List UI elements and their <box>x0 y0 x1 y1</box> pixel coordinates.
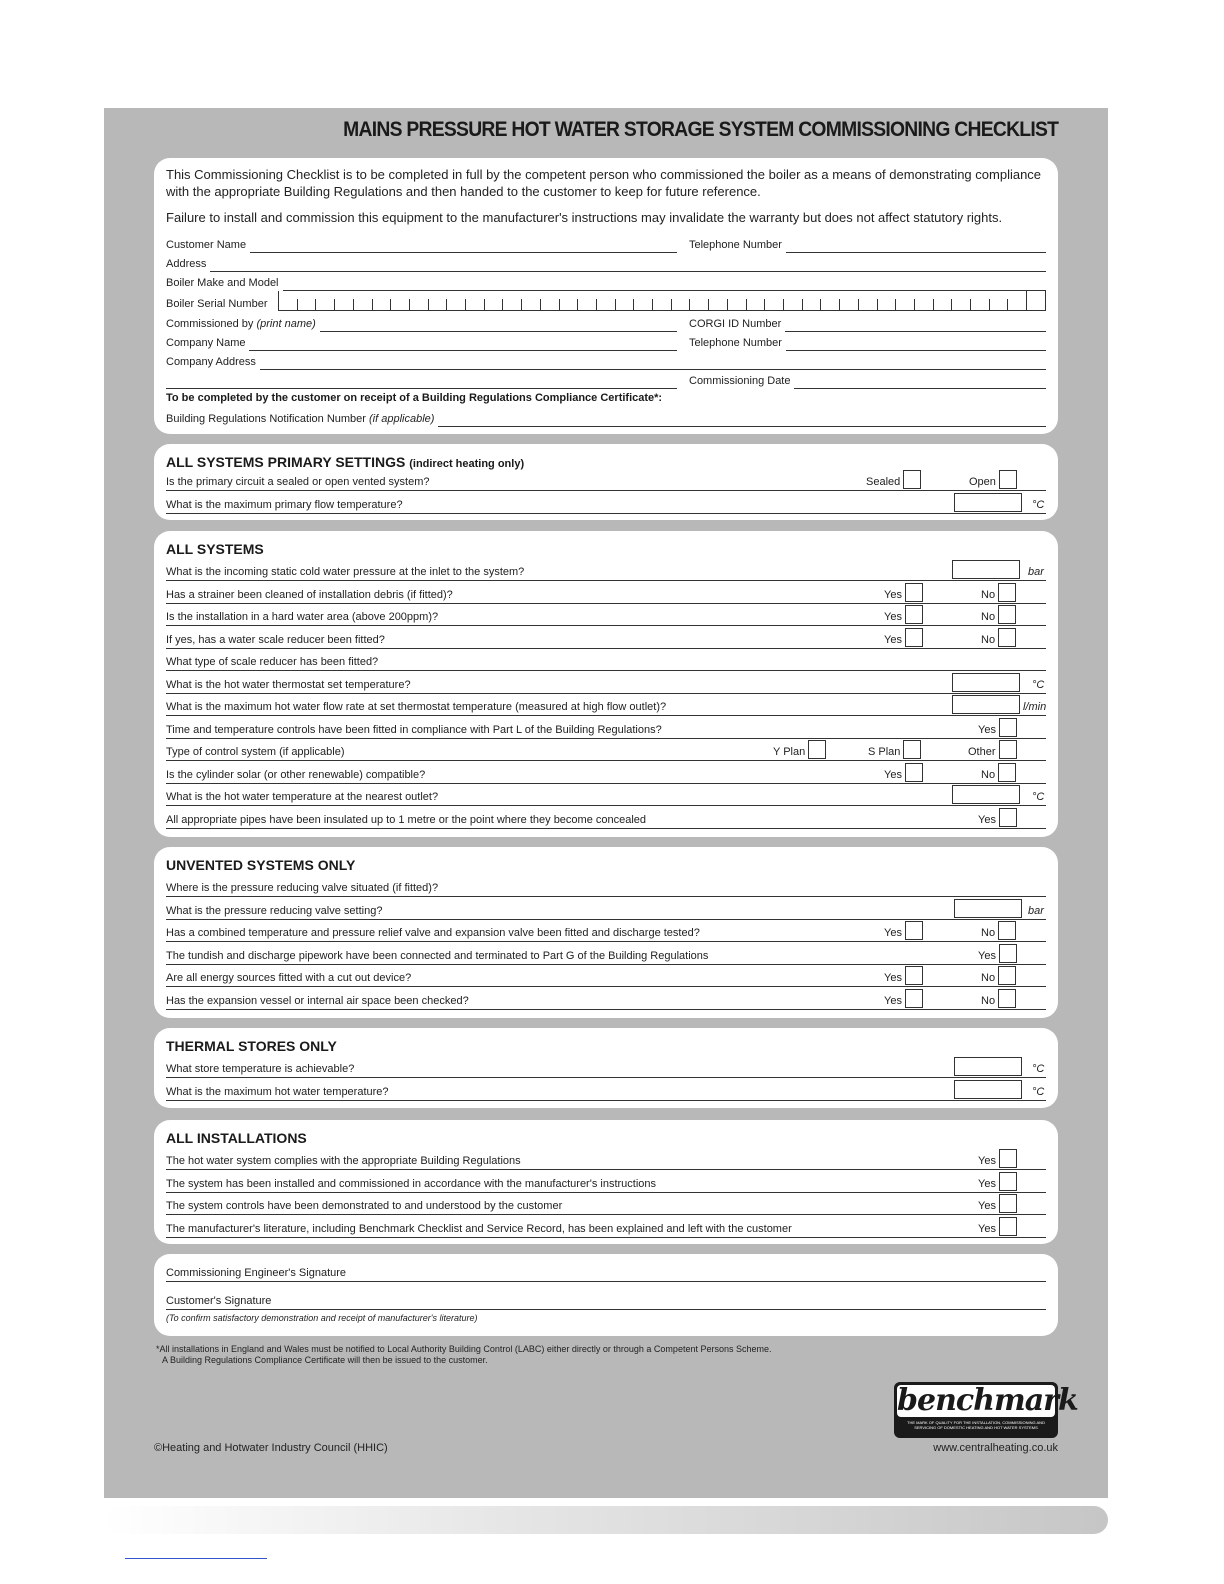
expansion-vessel-row <box>166 988 1046 1010</box>
tundish-row <box>166 943 1046 965</box>
prv-location-question: Where is the pressure reducing valve situated (if fitted)? <box>166 882 439 894</box>
customer-name-field[interactable] <box>166 234 677 253</box>
tundish-question: The tundish and discharge pipework have been connected and terminated to Part G of the Building Regulations <box>166 950 709 962</box>
hard-water-no-label: No <box>981 611 996 623</box>
cut-out-row <box>166 965 1046 987</box>
control-system-question: Type of control system (if applicable) <box>166 746 345 758</box>
signatures-panel <box>154 1254 1058 1336</box>
expansion-vessel-no-label: No <box>981 995 996 1007</box>
serial-digit-cell[interactable] <box>970 299 989 311</box>
relief-valve-no-checkbox[interactable] <box>998 921 1016 940</box>
company-address-line-2[interactable] <box>166 370 677 389</box>
footnote-line-2: A Building Regulations Compliance Certificate will then be issued to the customer. <box>162 1355 488 1365</box>
nearest-outlet-temp-unit: °C <box>1032 791 1045 803</box>
serial-digit-cell[interactable] <box>1026 291 1046 311</box>
serial-digit-cell[interactable] <box>727 299 746 311</box>
primary-settings-subtitle: (indirect heating only) <box>409 458 525 470</box>
serial-digit-cell[interactable] <box>708 299 727 311</box>
flow-rate-row <box>166 694 1046 716</box>
customer-signature-field[interactable] <box>166 1288 1046 1310</box>
pipes-insulated-question: All appropriate pipes have been insulated up to 1 metre or the point where they become concealed <box>166 814 647 826</box>
engineer-signature-label: Commissioning Engineer's Signature <box>166 1267 347 1279</box>
strainer-no-checkbox[interactable] <box>998 583 1016 602</box>
checklist-sheet <box>104 108 1108 1498</box>
store-temp-input[interactable] <box>954 1057 1022 1076</box>
address-field[interactable] <box>166 253 1046 272</box>
open-label: Open <box>969 476 996 488</box>
solar-no-label: No <box>981 769 996 781</box>
demonstrated-yes-checkbox[interactable] <box>999 1194 1017 1213</box>
prv-location-row[interactable] <box>166 875 1046 897</box>
open-checkbox[interactable] <box>999 470 1017 489</box>
demonstrated-yes-label: Yes <box>978 1200 996 1212</box>
serial-digit-cell[interactable] <box>746 299 765 311</box>
cut-out-no-checkbox[interactable] <box>998 966 1016 985</box>
store-temp-row <box>166 1056 1046 1078</box>
boiler-make-model-field[interactable] <box>166 272 1046 291</box>
serial-digit-cell[interactable] <box>1007 299 1026 311</box>
store-temp-question: What store temperature is achievable? <box>166 1063 355 1075</box>
relief-valve-no-label: No <box>981 927 996 939</box>
copyright-text: ©Heating and Hotwater Industry Council (HHIC) <box>154 1442 388 1454</box>
serial-digit-cell[interactable] <box>989 299 1008 311</box>
serial-digit-cell[interactable] <box>820 299 839 311</box>
company-name-label: Company Name <box>166 337 246 349</box>
solar-yes-label: Yes <box>884 769 902 781</box>
other-checkbox[interactable] <box>999 740 1017 759</box>
hard-water-no-checkbox[interactable] <box>998 605 1016 624</box>
website-link[interactable]: www.centralheating.co.uk <box>933 1442 1058 1454</box>
serial-digit-cell[interactable] <box>764 299 783 311</box>
company-telephone-field[interactable] <box>689 332 1046 351</box>
primary-circuit-question: Is the primary circuit a sealed or open vented system? <box>166 476 430 488</box>
literature-yes-label: Yes <box>978 1223 996 1235</box>
flow-rate-question: What is the maximum hot water flow rate at set thermostat temperature (measured at high flow outlet)? <box>166 701 667 713</box>
controls-demonstrated-row <box>166 1193 1046 1215</box>
serial-digit-cell[interactable] <box>409 299 428 311</box>
boiler-serial-label: Boiler Serial Number <box>166 298 268 310</box>
scale-reducer-no-label: No <box>981 634 996 646</box>
serial-digit-cell[interactable] <box>671 299 690 311</box>
complies-yes-checkbox[interactable] <box>999 1149 1017 1168</box>
boiler-serial-label-row <box>166 293 286 312</box>
serial-digit-cell[interactable] <box>895 299 914 311</box>
controls-part-l-question: Time and temperature controls have been fitted in compliance with Part L of the Building Regulations? <box>166 724 662 736</box>
serial-digit-cell[interactable] <box>914 299 933 311</box>
thermostat-temp-input[interactable] <box>952 673 1020 692</box>
solar-yes-checkbox[interactable] <box>905 763 923 782</box>
sealed-checkbox[interactable] <box>903 470 921 489</box>
primary-flow-temp-input[interactable] <box>954 493 1022 512</box>
all-systems-title: ALL SYSTEMS <box>166 541 264 557</box>
flow-rate-input[interactable] <box>952 695 1020 714</box>
controls-part-l-yes-checkbox[interactable] <box>999 718 1017 737</box>
primary-flow-temp-unit: °C <box>1032 499 1045 511</box>
relief-valve-row <box>166 920 1046 942</box>
serial-digit-cell[interactable] <box>559 299 578 311</box>
thermal-stores-title: THERMAL STORES ONLY <box>166 1038 337 1054</box>
serial-digit-cell[interactable] <box>446 299 465 311</box>
controls-part-l-row <box>166 717 1046 739</box>
s-plan-label: S Plan <box>868 746 901 758</box>
notification-number-label: Building Regulations Notification Number (if applicable) <box>166 413 435 425</box>
pipes-insulated-yes-label: Yes <box>978 814 996 826</box>
scale-reducer-type-row[interactable] <box>166 649 1046 671</box>
serial-digit-cell[interactable] <box>278 291 297 311</box>
primary-flow-temp-question: What is the maximum primary flow temperature? <box>166 499 403 511</box>
unvented-title: UNVENTED SYSTEMS ONLY <box>166 857 356 873</box>
cut-out-yes-label: Yes <box>884 972 902 984</box>
company-name-field[interactable] <box>166 332 677 351</box>
expansion-vessel-no-checkbox[interactable] <box>998 989 1016 1008</box>
all-installations-panel <box>154 1120 1058 1244</box>
serial-digit-cell[interactable] <box>297 299 316 311</box>
strainer-no-label: No <box>981 589 996 601</box>
prv-setting-unit: bar <box>1028 905 1044 917</box>
bottom-gradient-bar <box>104 1506 1108 1534</box>
page-title: MAINS PRESSURE HOT WATER STORAGE SYSTEM COMMISSIONING CHECKLIST <box>342 118 1058 141</box>
serial-digit-cell[interactable] <box>390 299 409 311</box>
flow-rate-unit: l/min <box>1023 701 1047 713</box>
relief-valve-question: Has a combined temperature and pressure relief valve and expansion valve been fitted and discharge tested? <box>166 927 700 939</box>
serial-digit-cell[interactable] <box>689 299 708 311</box>
details-panel <box>154 158 1058 434</box>
serial-digit-cell[interactable] <box>521 299 540 311</box>
relief-valve-yes-label: Yes <box>884 927 902 939</box>
expansion-vessel-yes-label: Yes <box>884 995 902 1007</box>
strainer-yes-label: Yes <box>884 589 902 601</box>
scale-reducer-row <box>166 627 1046 649</box>
signature-note: (To confirm satisfactory demonstration and receipt of manufacturer's literature) <box>166 1313 478 1323</box>
serial-digit-cell[interactable] <box>858 299 877 311</box>
prv-setting-question: What is the pressure reducing valve setting? <box>166 905 383 917</box>
hard-water-yes-checkbox[interactable] <box>905 605 923 624</box>
prv-setting-row <box>166 898 1046 920</box>
serial-digit-cell[interactable] <box>484 299 503 311</box>
commissioning-date-field[interactable] <box>689 370 1046 389</box>
corgi-id-field[interactable] <box>689 313 1046 332</box>
max-hot-water-temp-unit: °C <box>1032 1086 1045 1098</box>
company-address-label: Company Address <box>166 356 256 368</box>
y-plan-checkbox[interactable] <box>808 740 826 759</box>
control-system-row <box>166 739 1046 761</box>
benchmark-logo-tagline: THE MARK OF QUALITY FOR THE INSTALLATION, COMMISSIONING AND SERVICING OF DOMESTIC HEATING AND HOT WATER SYSTEMS <box>907 1420 1045 1430</box>
solar-no-checkbox[interactable] <box>998 763 1016 782</box>
nearest-outlet-temp-input[interactable] <box>952 785 1020 804</box>
solar-compatible-question: Is the cylinder solar (or other renewable) compatible? <box>166 769 426 781</box>
footnote <box>156 1344 772 1366</box>
telephone-number-field[interactable] <box>689 234 1046 253</box>
serial-digit-cell[interactable] <box>502 299 521 311</box>
commissioning-date-label: Commissioning Date <box>689 375 791 387</box>
tundish-yes-label: Yes <box>978 950 996 962</box>
cold-water-pressure-unit: bar <box>1028 566 1044 578</box>
nearest-outlet-temp-question: What is the hot water temperature at the nearest outlet? <box>166 791 439 803</box>
scale-reducer-no-checkbox[interactable] <box>998 628 1016 647</box>
thermostat-temp-question: What is the hot water thermostat set temperature? <box>166 679 411 691</box>
controls-demonstrated-question: The system controls have been demonstrated to and understood by the customer <box>166 1200 563 1212</box>
page-link-underline <box>125 1558 267 1559</box>
strainer-yes-checkbox[interactable] <box>905 583 923 602</box>
pipes-insulated-row <box>166 807 1046 829</box>
scale-reducer-type-question: What type of scale reducer has been fitted? <box>166 656 379 668</box>
hard-water-question: Is the installation in a hard water area (above 200ppm)? <box>166 611 439 623</box>
cut-out-yes-checkbox[interactable] <box>905 966 923 985</box>
complies-regulations-row <box>166 1148 1046 1170</box>
serial-digit-cell[interactable] <box>652 299 671 311</box>
serial-digit-cell[interactable] <box>540 299 559 311</box>
serial-digit-cell[interactable] <box>839 299 858 311</box>
serial-digit-cell[interactable] <box>596 299 615 311</box>
benchmark-logo <box>894 1382 1078 1438</box>
primary-circuit-row <box>166 469 1046 491</box>
store-temp-unit: °C <box>1032 1063 1045 1075</box>
nearest-outlet-temp-row <box>166 784 1046 806</box>
scale-reducer-question: If yes, has a water scale reducer been fitted? <box>166 634 385 646</box>
serial-digit-cell[interactable] <box>802 299 821 311</box>
customer-signature-label: Customer's Signature <box>166 1295 272 1307</box>
literature-left-row <box>166 1216 1046 1238</box>
intro-paragraph-1: This Commissioning Checklist is to be completed in full by the competent person who commissioned the boiler as a means of demonstrating compliance with the appropriate Building Regulations and then handed to the customer to keep for future reference. <box>166 167 1042 199</box>
pipes-insulated-yes-checkbox[interactable] <box>999 808 1017 827</box>
tundish-yes-checkbox[interactable] <box>999 944 1017 963</box>
hard-water-row <box>166 604 1046 626</box>
scale-reducer-yes-checkbox[interactable] <box>905 628 923 647</box>
serial-digit-cell[interactable] <box>615 299 634 311</box>
all-systems-panel <box>154 531 1058 837</box>
serial-digit-cell[interactable] <box>633 299 652 311</box>
primary-settings-panel <box>154 444 1058 520</box>
installed-yes-checkbox[interactable] <box>999 1172 1017 1191</box>
serial-digit-cell[interactable] <box>933 299 952 311</box>
cold-water-pressure-input[interactable] <box>952 560 1020 579</box>
cut-out-question: Are all energy sources fitted with a cut out device? <box>166 972 412 984</box>
serial-digit-cell[interactable] <box>334 299 353 311</box>
engineer-signature-field[interactable] <box>166 1258 1046 1282</box>
expansion-vessel-yes-checkbox[interactable] <box>905 989 923 1008</box>
hard-water-yes-label: Yes <box>884 611 902 623</box>
primary-settings-title: ALL SYSTEMS PRIMARY SETTINGS (indirect heating only) <box>166 454 525 470</box>
company-address-field[interactable] <box>166 351 1046 370</box>
other-label: Other <box>968 746 996 758</box>
serial-digit-cell[interactable] <box>315 299 334 311</box>
strainer-question: Has a strainer been cleaned of installation debris (if fitted)? <box>166 589 453 601</box>
literature-yes-checkbox[interactable] <box>999 1217 1017 1236</box>
customer-completion-note: To be completed by the customer on receipt of a Building Regulations Compliance Certificate*: <box>166 392 663 404</box>
thermostat-temp-row <box>166 672 1046 694</box>
company-telephone-label: Telephone Number <box>689 337 782 349</box>
notification-number-field[interactable] <box>166 408 1046 427</box>
solar-compatible-row <box>166 762 1046 784</box>
if-applicable-note: (if applicable) <box>369 413 435 425</box>
boiler-make-model-label: Boiler Make and Model <box>166 277 279 289</box>
y-plan-label: Y Plan <box>773 746 806 758</box>
serial-digit-cell[interactable] <box>951 299 970 311</box>
max-hot-water-temp-question: What is the maximum hot water temperature? <box>166 1086 389 1098</box>
s-plan-checkbox[interactable] <box>903 740 921 759</box>
strainer-row <box>166 582 1046 604</box>
serial-digit-cell[interactable] <box>783 299 802 311</box>
scale-reducer-yes-label: Yes <box>884 634 902 646</box>
relief-valve-yes-checkbox[interactable] <box>905 921 923 940</box>
cold-water-pressure-row <box>166 559 1046 581</box>
unvented-panel <box>154 847 1058 1018</box>
footnote-line-1: *All installations in England and Wales must be notified to Local Authority Building Control (LABC) either directly or through a Competent Persons Scheme. <box>156 1344 772 1354</box>
cut-out-no-label: No <box>981 972 996 984</box>
sealed-label: Sealed <box>866 476 901 488</box>
commissioned-by-field[interactable] <box>166 313 677 332</box>
serial-digit-cell[interactable] <box>428 299 447 311</box>
boiler-serial-cells[interactable] <box>278 291 1046 311</box>
thermostat-temp-unit: °C <box>1032 679 1045 691</box>
address-label: Address <box>166 258 207 270</box>
serial-digit-cell[interactable] <box>353 299 372 311</box>
serial-digit-cell[interactable] <box>577 299 596 311</box>
corgi-id-label: CORGI ID Number <box>689 318 782 330</box>
complies-yes-label: Yes <box>978 1155 996 1167</box>
serial-digit-cell[interactable] <box>372 299 391 311</box>
prv-setting-input[interactable] <box>954 899 1022 918</box>
commissioned-by-label: Commissioned by (print name) <box>166 318 316 330</box>
serial-digit-cell[interactable] <box>877 299 896 311</box>
cold-water-pressure-question: What is the incoming static cold water pressure at the inlet to the system? <box>166 566 525 578</box>
intro-paragraph-2: Failure to install and commission this equipment to the manufacturer's instructions may invalidate the warranty but does not affect statutory rights. <box>166 210 1003 225</box>
installed-commissioned-row <box>166 1171 1046 1193</box>
max-hot-water-temp-input[interactable] <box>954 1080 1022 1099</box>
print-name-note: (print name) <box>256 318 316 330</box>
customer-name-label: Customer Name <box>166 239 247 251</box>
expansion-vessel-question: Has the expansion vessel or internal air space been checked? <box>166 995 469 1007</box>
max-hot-water-temp-row <box>166 1079 1046 1101</box>
primary-flow-temp-row <box>166 492 1046 514</box>
installed-yes-label: Yes <box>978 1178 996 1190</box>
serial-digit-cell[interactable] <box>465 299 484 311</box>
benchmark-logo-text: benchmark <box>897 1383 1078 1418</box>
telephone-number-label: Telephone Number <box>689 239 782 251</box>
thermal-stores-panel <box>154 1028 1058 1108</box>
all-installations-title: ALL INSTALLATIONS <box>166 1130 307 1146</box>
installed-commissioned-question: The system has been installed and commissioned in accordance with the manufacturer's instructions <box>166 1178 657 1190</box>
controls-part-l-yes-label: Yes <box>978 724 996 736</box>
literature-left-question: The manufacturer's literature, including Benchmark Checklist and Service Record, has been explained and left with the customer <box>166 1223 792 1235</box>
complies-regulations-question: The hot water system complies with the appropriate Building Regulations <box>166 1155 521 1167</box>
